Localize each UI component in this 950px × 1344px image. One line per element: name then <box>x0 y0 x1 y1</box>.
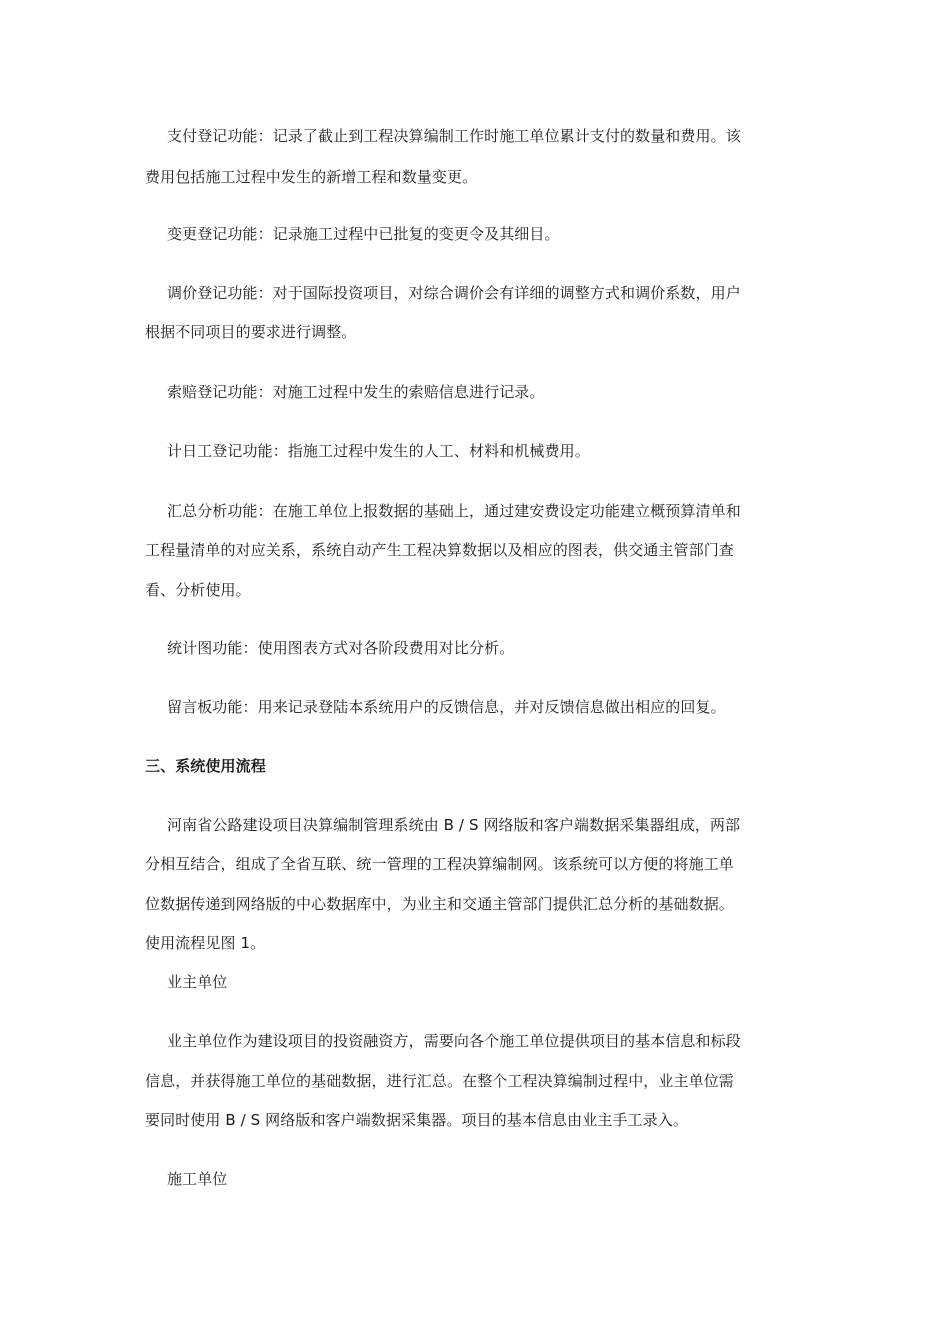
paragraph-summary-line-2: 工程量清单的对应关系，系统自动产生工程决算数据以及相应的图表，供交通主管部门查 <box>145 541 734 559</box>
section-paragraph-intro-line-3: 位数据传递到网络版的中心数据库中，为业主和交通主管部门提供汇总分析的基础数据。 <box>145 895 734 913</box>
paragraph-claim-line-1: 索赔登记功能：对施工过程中发生的索赔信息进行记录。 <box>167 383 545 401</box>
paragraph-owner-unit-line-2: 信息，并获得施工单位的基础数据，进行汇总。在整个工程决算编制过程中，业主单位需 <box>145 1072 734 1090</box>
paragraph-stats-chart-line-1: 统计图功能：使用图表方式对各阶段费用对比分析。 <box>167 639 515 657</box>
section-paragraph-intro-line-4: 使用流程见图 1。 <box>145 934 266 952</box>
paragraph-summary-line-3: 看、分析使用。 <box>145 581 251 599</box>
paragraph-message-board-line-1: 留言板功能：用来记录登陆本系统用户的反馈信息，并对反馈信息做出相应的回复。 <box>167 698 726 716</box>
section-heading: 三、系统使用流程 <box>145 757 266 775</box>
paragraph-owner-unit-line-3: 要同时使用 B / S 网络版和客户端数据采集器。项目的基本信息由业主手工录入。 <box>145 1111 688 1129</box>
paragraph-change-line-1: 变更登记功能：记录施工过程中已批复的变更令及其细目。 <box>167 225 560 243</box>
paragraph-owner-unit-line-1: 业主单位作为建设项目的投资融资方，需要向各个施工单位提供项目的基本信息和标段 <box>167 1032 741 1050</box>
paragraph-dayworks-line-1: 计日工登记功能：指施工过程中发生的人工、材料和机械费用。 <box>167 442 590 460</box>
subheading-construction-unit: 施工单位 <box>167 1170 228 1188</box>
paragraph-price-adjust-line-1: 调价登记功能：对于国际投资项目，对综合调价会有详细的调整方式和调价系数，用户 <box>167 284 741 302</box>
subheading-owner-unit: 业主单位 <box>167 973 228 991</box>
paragraph-summary-line-1: 汇总分析功能：在施工单位上报数据的基础上，通过建安费设定功能建立概预算清单和 <box>167 502 741 520</box>
paragraph-payment-line-1: 支付登记功能：记录了截止到工程决算编制工作时施工单位累计支付的数量和费用。该 <box>167 127 741 145</box>
section-paragraph-intro-line-1: 河南省公路建设项目决算编制管理系统由 B / S 网络版和客户端数据采集器组成，两部 <box>167 816 741 834</box>
section-paragraph-intro-line-2: 分相互结合，组成了全省互联、统一管理的工程决算编制网。该系统可以方便的将施工单 <box>145 855 734 873</box>
paragraph-payment-line-2: 费用包括施工过程中发生的新增工程和数量变更。 <box>145 168 478 186</box>
paragraph-price-adjust-line-2: 根据不同项目的要求进行调整。 <box>145 323 357 341</box>
